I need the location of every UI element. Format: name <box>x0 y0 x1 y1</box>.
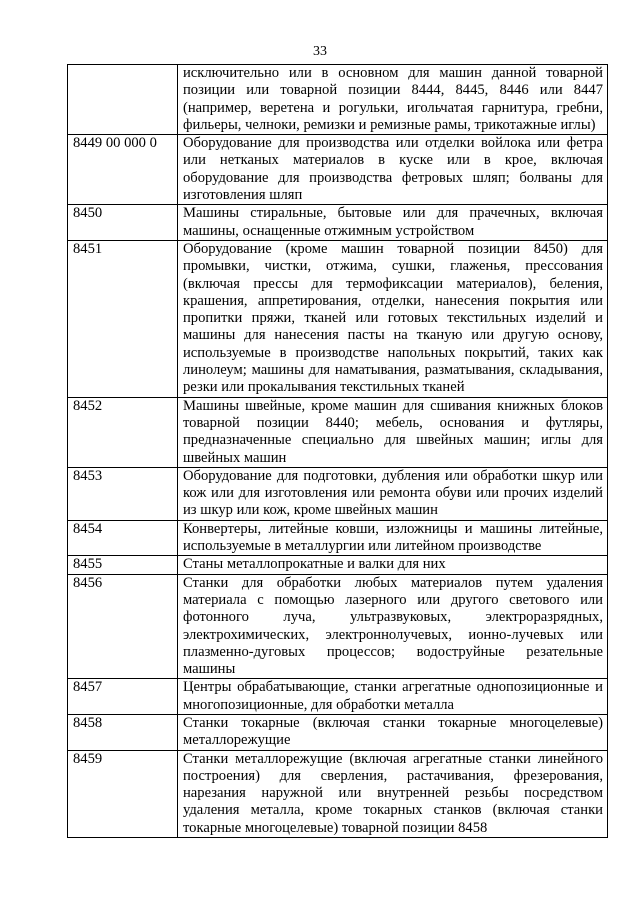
description-cell: Станы металлопрокатные и валки для них <box>178 556 608 574</box>
table-row <box>68 556 608 574</box>
table-row <box>68 240 608 397</box>
code-cell: 8451 <box>68 240 178 397</box>
table-row <box>68 65 608 135</box>
code-cell <box>68 65 178 135</box>
table-row <box>68 574 608 679</box>
code-cell: 8453 <box>68 467 178 520</box>
commodity-code-table <box>67 64 608 838</box>
table-row <box>68 205 608 241</box>
code-cell: 8452 <box>68 397 178 467</box>
table-row <box>68 679 608 715</box>
description-cell: Станки металлорежущие (включая агрегатные станки линейного построения) для сверления, растачивания, фрезерования, нарезания наружной или внутренней резьбы посредством удаления металла, кроме токарных станков (включая станки токарные многоцелевые) товарной позиции 8458 <box>178 750 608 837</box>
description-cell: Конвертеры, литейные ковши, изложницы и машины литейные, используемые в металлургии или литейном производстве <box>178 520 608 556</box>
description-cell: исключительно или в основном для машин данной товарной позиции или товарной позиции 8444, 8445, 8446 или 8447 (например, веретена и рогульки, игольчатая гарнитура, гребни, фильеры, челноки, ремизки и ремизные рамы, трикотажные иглы) <box>178 65 608 135</box>
table-row <box>68 520 608 556</box>
code-cell: 8455 <box>68 556 178 574</box>
description-cell: Центры обрабатывающие, станки агрегатные однопозиционные и многопозиционные, для обработки металла <box>178 679 608 715</box>
description-cell: Оборудование для подготовки, дубления или обработки шкур или кож или для изготовления или ремонта обуви или прочих изделий из шкур или кож, кроме швейных машин <box>178 467 608 520</box>
table-row <box>68 397 608 467</box>
description-cell: Машины швейные, кроме машин для сшивания книжных блоков товарной позиции 8440; мебель, основания и футляры, предназначенные специально для швейных машин; иглы для швейных машин <box>178 397 608 467</box>
code-cell: 8449 00 000 0 <box>68 135 178 205</box>
table-row <box>68 135 608 205</box>
code-cell: 8450 <box>68 205 178 241</box>
table-row <box>68 467 608 520</box>
description-cell: Оборудование для производства или отделки войлока или фетра или нетканых материалов в куске или в крое, включая оборудование для производства фетровых шляп; болваны для изготовления шляп <box>178 135 608 205</box>
table-row <box>68 750 608 837</box>
code-cell: 8459 <box>68 750 178 837</box>
page-number: 33 <box>313 44 327 59</box>
description-cell: Оборудование (кроме машин товарной позиции 8450) для промывки, чистки, отжима, сушки, глаженья, прессования (включая прессы для термофиксации материалов), беления, крашения, аппретирования, отделки, нанесения покрытия или пропитки пряжи, тканей или готовых текстильных изделий и машины для нанесения пасты на тканую или другую основу, используемые в производстве напольных покрытий, таких как линолеум; машины для наматывания, разматывания, складывания, резки или прокалывания текстильных тканей <box>178 240 608 397</box>
table-row <box>68 714 608 750</box>
code-cell: 8457 <box>68 679 178 715</box>
description-cell: Станки для обработки любых материалов путем удаления материала с помощью лазерного или другого светового или фотонного луча, ультразвуковых, электроразрядных, электрохимических, электроннолучевых, ионно-лучевых или плазменно-дуговых процессов; водоструйные резательные машины <box>178 574 608 679</box>
description-cell: Машины стиральные, бытовые или для прачечных, включая машины, оснащенные отжимным устройством <box>178 205 608 241</box>
code-cell: 8456 <box>68 574 178 679</box>
code-cell: 8458 <box>68 714 178 750</box>
description-cell: Станки токарные (включая станки токарные многоцелевые) металлорежущие <box>178 714 608 750</box>
code-cell: 8454 <box>68 520 178 556</box>
